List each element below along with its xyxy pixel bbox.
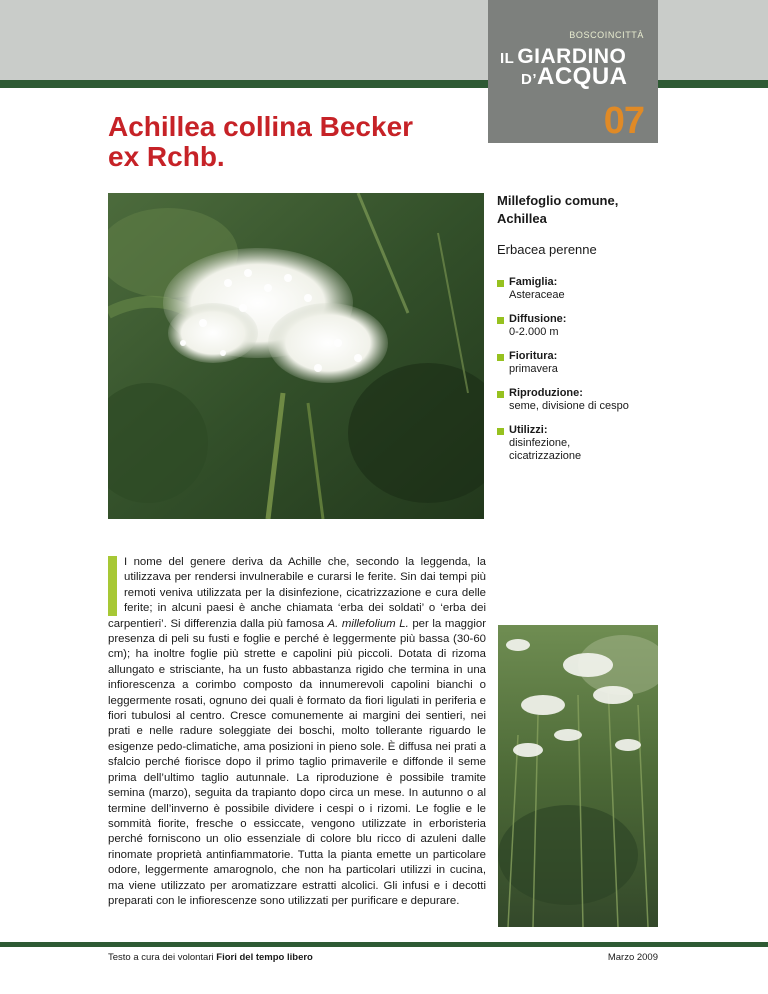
bullet-square-icon	[497, 391, 504, 398]
fact-value: seme, divisione di cespo	[509, 400, 629, 412]
series-prefix: IL	[500, 50, 515, 67]
description-text	[108, 555, 486, 909]
footer-date: Marzo 2009	[607, 952, 658, 963]
species-sidebar	[497, 192, 662, 474]
bullet-square-icon	[497, 354, 504, 361]
common-names	[497, 192, 662, 228]
series-word1: GIARDINO	[517, 45, 627, 68]
fact-fioritura	[497, 350, 662, 376]
fact-label: Diffusione:	[509, 313, 567, 325]
drop-cap-bar	[108, 556, 117, 616]
footer-credit	[108, 952, 313, 963]
credit-group: Fiori del tempo libero	[216, 952, 313, 963]
description-part1: I nome del genere deriva da Achille che, secondo la leggenda, la utilizzava per rendersi invulnerabile e curarsi le ferite. Sin dai tempi più remoti veniva utilizzata per la disinfezione, cicatrizzazione e cura delle ferite; in alcuni paesi è anche chiamata ‘erba dei soldati’ o ‘erba dei carpentieri’. Si differenzia dalla più famosa	[108, 556, 486, 630]
fact-diffusione	[497, 313, 662, 339]
fact-label: Famiglia:	[509, 276, 558, 288]
fact-value: primavera	[509, 363, 558, 375]
fact-label: Fioritura:	[509, 350, 558, 362]
bullet-square-icon	[497, 317, 504, 324]
species-reference: A. millefolium L.	[327, 617, 409, 630]
fact-label: Utilizzi:	[509, 424, 548, 436]
fact-list	[497, 276, 662, 463]
publisher-label: BOSCOINCITTÀ	[569, 30, 644, 40]
fact-value: Asteraceae	[509, 289, 565, 301]
series-title-line2	[521, 63, 628, 91]
bullet-square-icon	[497, 428, 504, 435]
fact-value: cicatrizzazione	[509, 450, 582, 462]
brand-box	[488, 0, 658, 143]
fact-utilizzi	[497, 424, 662, 463]
description-part2: per la maggior presenza di peli su fusti e foglie e perché è leggermente più bassa (30-60 cm); ha inoltre foglie più strette e capolini più piccoli. Dotata di rizoma allungato e strisciante, ha un fusto abbastanza rigido che termina in una infiorescenza a corimbo composto da innumerevoli capolini bianchi o leggermente rosati, ognuno dei quali è formato da fiori ligulati in periferia e fiori tubulosi al centro. Cresce comunemente ai margini dei sentieri, nei prati e nelle radure soleggiate dei boschi, molto tollerante riguardo le esigenze pedo-climatiche, ama posizioni in pieno sole. È diffusa nei prati a sfalcio perché fiorisce dopo il primo taglio primaverile e diffonde il seme prima dell’ultimo taglio autunnale. La riproduzione è possibile tramite semina (marzo), seguita da trapianto dopo circa un mese. In autunno o al termine dell’inverno è possibile dividere i cespi o i rizomi. Le foglie e le sommità fiorite, fresche o essiccate, vengono utilizzate in erboristeria perché forniscono un olio essenziale di colore blu ricco di azuleni dalle rinomate proprietà antinfiammatorie. Tutta la pianta emette un particolare odore, leggermente amarognolo, che non ha particolari utilizzi in cucina, ma viene utilizzato per aromatizzare estratti alcolici. Gli infusi e i decotti preparati con le infiorescenze sono utilizzati per purificare e depurare.	[108, 617, 486, 907]
title-line2: ex Rchb.	[108, 141, 225, 172]
yarrow-meadow-photo	[498, 625, 658, 927]
yarrow-photo	[108, 193, 484, 519]
sheet-number: 07	[603, 100, 644, 142]
series-apostrophe: D’	[521, 71, 537, 88]
fact-value: disinfezione,	[509, 437, 571, 449]
fact-famiglia	[497, 276, 662, 302]
bullet-square-icon	[497, 280, 504, 287]
common-name-line2: Achillea	[497, 211, 547, 226]
fact-value: 0-2.000 m	[509, 326, 559, 338]
footer-rule	[0, 942, 768, 947]
page-title	[108, 112, 478, 172]
credit-prefix: Testo a cura dei volontari	[108, 952, 217, 963]
plant-type: Erbacea perenne	[497, 242, 597, 257]
title-line1: Achillea collina Becker	[108, 111, 414, 142]
fact-label: Riproduzione:	[509, 387, 583, 399]
fact-riproduzione	[497, 387, 662, 413]
common-name-line1: Millefoglio comune,	[497, 193, 619, 208]
series-word2: ACQUA	[537, 63, 628, 90]
